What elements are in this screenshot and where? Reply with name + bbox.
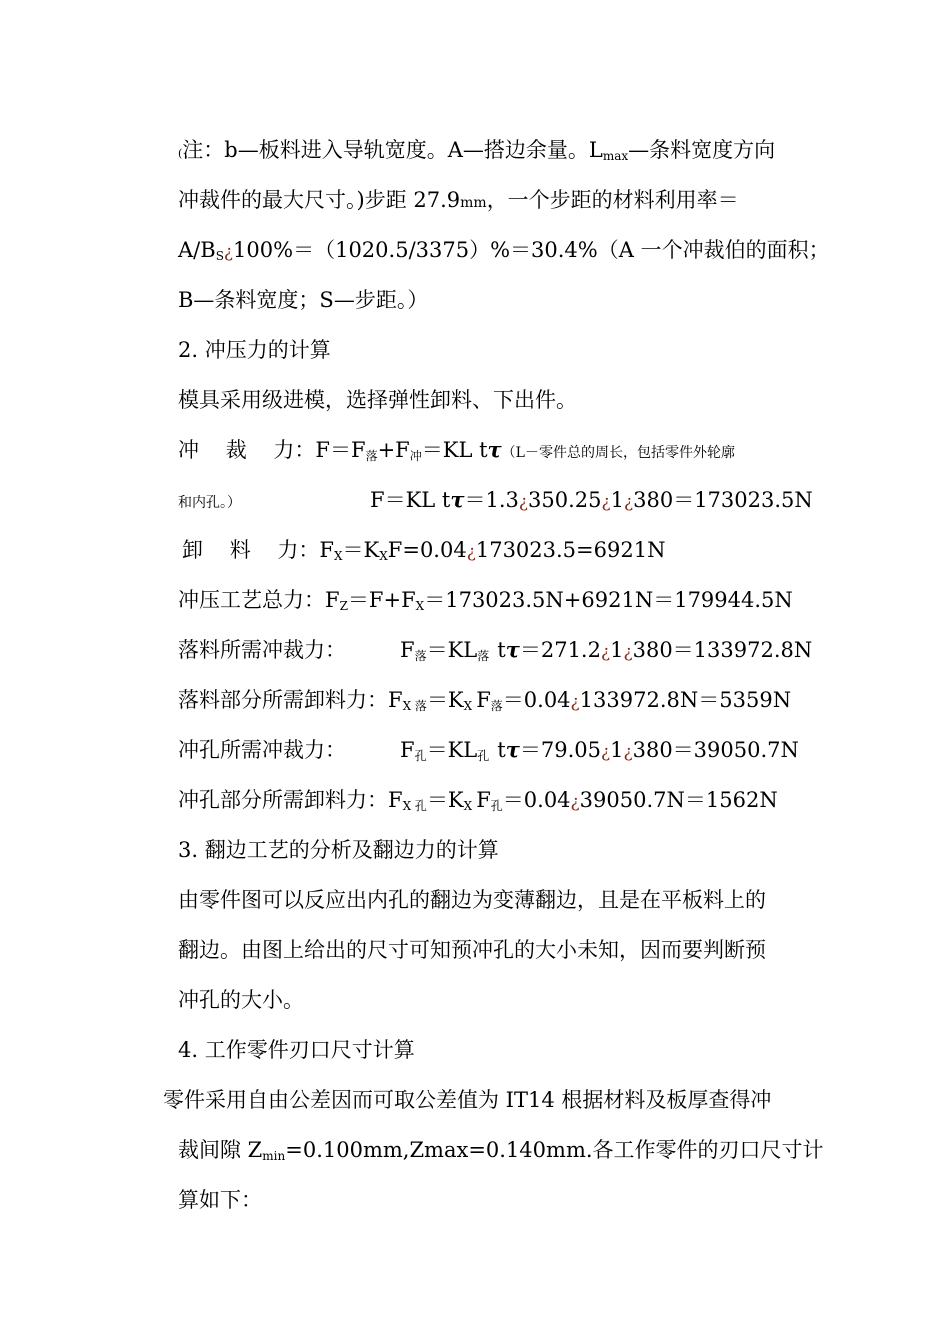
section-heading-4: 4. 工作零件刃口尺寸计算 xyxy=(178,1038,415,1062)
paragraph-flanging-1: 由零件图可以反应出内孔的翻边为变薄翻边，且是在平板料上的 xyxy=(178,888,766,912)
formula-stripping-force: 卸 料 力：$F_X=K_XF=0.04¿173023.5=6921N$ xyxy=(182,538,666,563)
formula-piercing-stripping-force: 冲孔部分所需卸料力：$F_{X 孔}=K_X$ $F_孔=0.04¿39050.7N=1562N$ xyxy=(178,788,778,813)
paragraph-step: 冲裁件的最大尺寸。)步距 27.9mm，一个步距的材料利用率＝ xyxy=(178,188,739,212)
section-heading-3: 3. 翻边工艺的分析及翻边力的计算 xyxy=(178,838,499,862)
formula-total-force: 冲压工艺总力：$F_Z=F+F_X=173023.5N+6921N=179944.5N$ xyxy=(178,588,793,613)
paragraph-tolerance-2: 裁间隙 $Z_{min}=0.100mm,Zmax=0.140mm$.各工作零件的刃口尺寸计 xyxy=(178,1138,824,1163)
formula-blanking-force: 落料所需冲裁力： $F_落=KL_落$ tτ＝271.2¿1¿380＝133972.8N xyxy=(178,637,813,663)
paragraph-die-type: 模具采用级进模，选择弹性卸料、下出件。 xyxy=(178,388,577,412)
formula-piercing-force: 冲孔所需冲裁力： $F_孔=KL_孔$ tτ＝79.05¿1¿380＝39050.7N xyxy=(178,737,799,763)
paragraph-flanging-2: 翻边。由图上给出的尺寸可知预冲孔的大小未知，因而要判断预 xyxy=(178,938,766,962)
paragraph-utilization: $A/B_S¿100\%=(1020.5/3375)\%=30.4\%(A$ 一个冲裁伯的面积； xyxy=(178,238,830,263)
formula-punching-force: 冲 裁 力：$F=F_落+F_冲=KL$ tτ（L－零件总的周长，包括零件外轮廓 xyxy=(178,437,735,463)
section-heading-2: 2. 冲压力的计算 xyxy=(178,338,331,362)
paragraph-legend: B—条料宽度；S—步距。） xyxy=(178,288,429,312)
paragraph-flanging-3: 冲孔的大小。 xyxy=(178,988,304,1012)
paragraph-note: (注：b—板料进入导轨宽度。A—搭边余量。$L_{max}—$条料宽度方向 xyxy=(178,138,776,163)
formula-blanking-stripping-force: 落料部分所需卸料力：$F_{X 落}=K_X$ $F_落=0.04¿133972.8N=5359N$ xyxy=(178,688,792,713)
paragraph-tolerance-3: 算如下： xyxy=(178,1188,262,1212)
paragraph-tolerance-1: 零件采用自由公差因而可取公差值为 IT14 根据材料及板厚查得冲 xyxy=(163,1088,772,1112)
formula-punching-force-value: 和内孔。） F＝KL tτ＝1.3¿350.25¿1¿380＝173023.5N xyxy=(178,487,813,512)
